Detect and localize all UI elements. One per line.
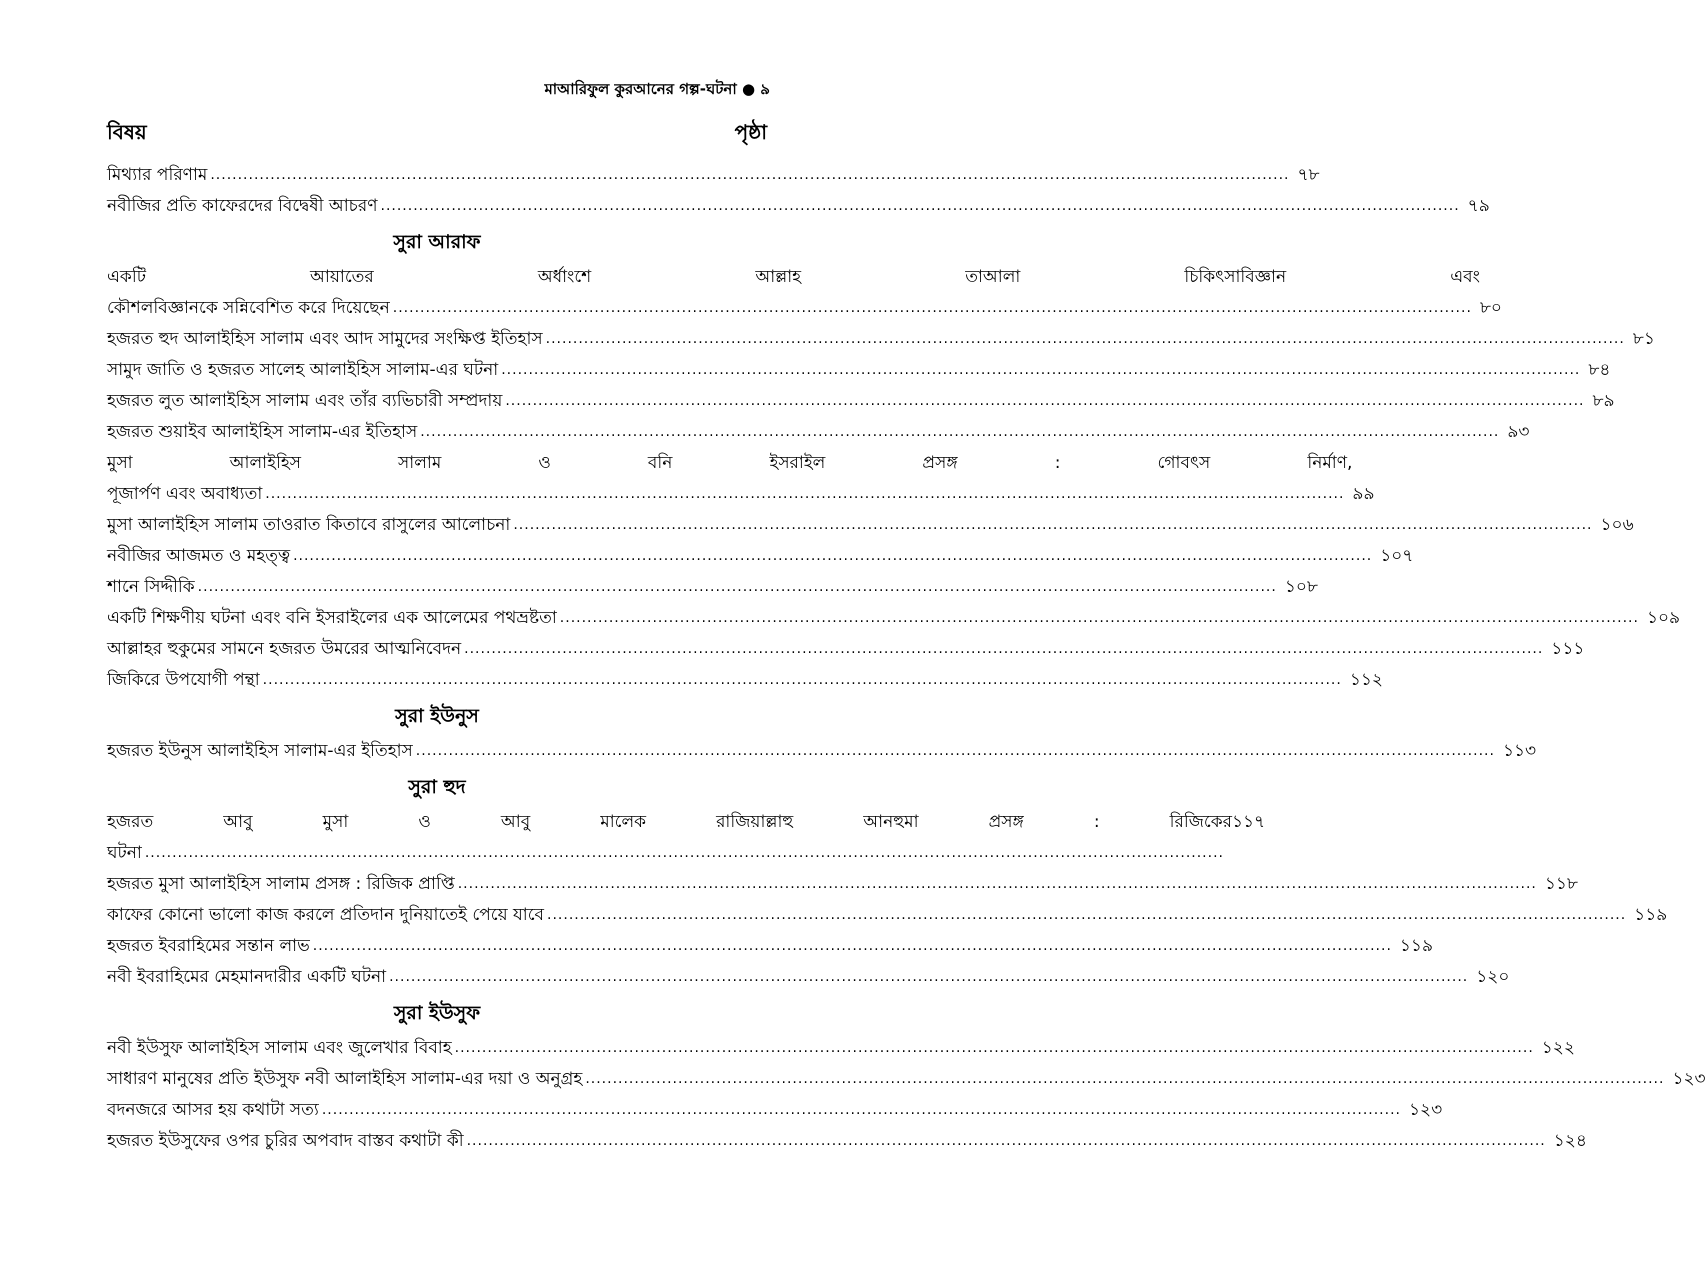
toc-entry <box>107 931 1433 962</box>
entry-title: হজরত ইউসুফের ওপর চুরির অপবাদ বাস্তব কথাটা কী <box>107 1131 464 1151</box>
dot-leader <box>505 386 1584 417</box>
entry-page-number: ১০৮ <box>1284 577 1318 597</box>
toc-entry <box>107 355 1611 386</box>
subject-heading: বিষয় <box>107 120 147 144</box>
entry-title-line2: পূজার্পণ এবং অবাধ্যতা <box>107 484 263 504</box>
entry-title: নবী ইউসুফ আলাইহিস সালাম এবং জুলেখার বিবাহ <box>107 1038 452 1058</box>
toc-entry <box>107 262 1502 324</box>
entry-title: হজরত মুসা আলাইহিস সালাম প্রসঙ্গ : রিজিক প্রাপ্তি <box>107 874 455 894</box>
dot-leader <box>313 931 1392 962</box>
entry-page-number: ১০৯ <box>1646 608 1681 628</box>
entry-page-number: ১২৪ <box>1553 1131 1587 1151</box>
entry-title-line2: কৌশলবিজ্ঞানকে সন্নিবেশিত করে দিয়েছেন <box>107 298 390 318</box>
toc-entry <box>107 869 1578 900</box>
dot-leader <box>501 355 1580 386</box>
entry-title: সামুদ জাতি ও হজরত সালেহ আলাইহিস সালাম-এর ঘটনা <box>107 360 499 380</box>
entry-title: সাধারণ মানুষের প্রতি ইউসুফ নবী আলাইহিস সালাম-এর দয়া ও অনুগ্রহ <box>107 1069 583 1089</box>
dot-leader <box>381 191 1460 222</box>
section-heading: সুরা হুদ <box>408 776 466 798</box>
entry-title: হজরত লুত আলাইহিস সালাম এবং তাঁর ব্যভিচারী সম্প্রদায় <box>107 391 503 411</box>
toc-entry <box>107 603 1681 634</box>
dot-leader <box>145 838 1224 869</box>
entry-page-number: ১১৩ <box>1502 741 1537 761</box>
toc-entry <box>107 541 1414 572</box>
toc-entry <box>107 634 1585 665</box>
entry-title-line1: মুসা আলাইহিস সালাম ও বনি ইসরাইল প্রসঙ্গ : গোবৎস নির্মাণ, <box>107 453 1353 473</box>
entry-page-number: ৭৮ <box>1297 165 1320 185</box>
entry-title: একটি শিক্ষণীয় ঘটনা এবং বনি ইসরাইলের এক আলেমের পথভ্রষ্টতা <box>107 608 557 628</box>
entry-title-line2-row <box>107 479 1352 510</box>
entry-page-number: ৭৯ <box>1467 196 1490 216</box>
entry-body <box>107 448 1352 510</box>
toc-entry <box>107 1095 1443 1126</box>
dot-leader <box>420 417 1499 448</box>
entry-page-number: ৯৯ <box>1352 484 1375 504</box>
running-head: মাআরিফুল কুরআনের গল্প-ঘটনা ● ৯ <box>544 80 770 98</box>
dot-leader <box>198 572 1277 603</box>
entry-title: হজরত ইউনুস আলাইহিস সালাম-এর ইতিহাস <box>107 741 413 761</box>
dot-leader <box>322 1095 1401 1126</box>
entry-title: আল্লাহর হুকুমের সামনে হজরত উমরের আত্মনিবেদন <box>107 639 462 659</box>
toc-entry <box>107 962 1510 993</box>
toc-entry <box>107 572 1318 603</box>
toc-entry <box>107 510 1634 541</box>
entry-page-number: ৮৯ <box>1592 391 1615 411</box>
entry-title: হজরত হুদ আলাইহিস সালাম এবং আদ সামুদের সংক্ষিপ্ত ইতিহাস <box>107 329 543 349</box>
dot-leader <box>547 900 1626 931</box>
dot-leader <box>458 869 1537 900</box>
toc-sections <box>107 224 1706 1157</box>
entry-page-number: ১০৭ <box>1380 546 1414 566</box>
section-heading: সুরা ইউসুফ <box>393 1002 481 1024</box>
entry-title: নবী ইবরাহিমের মেহমানদারীর একটি ঘটনা <box>107 967 387 987</box>
toc-entry <box>107 1064 1706 1095</box>
column-headings <box>107 118 767 148</box>
entry-page-number: ৯৩ <box>1507 422 1530 442</box>
entry-page-number: ৮৪ <box>1588 360 1611 380</box>
section-heading: সুরা আরাফ <box>393 231 481 253</box>
entry-page-number: ১১২ <box>1349 670 1383 690</box>
table-of-contents <box>107 160 1706 1157</box>
toc-entry <box>107 448 1375 510</box>
entry-body <box>107 807 1232 869</box>
toc-entry <box>107 386 1615 417</box>
toc-entry <box>107 1126 1587 1157</box>
toc-entry <box>107 191 1490 222</box>
entry-title: নবীজির প্রতি কাফেরদের বিদ্বেষী আচরণ <box>107 196 378 216</box>
entry-page-number: ১১১ <box>1551 639 1585 659</box>
dot-leader <box>560 603 1639 634</box>
entry-title: হজরত শুয়াইব আলাইহিস সালাম-এর ইতিহাস <box>107 422 418 442</box>
entry-title: বদনজরে আসর হয় কথাটা সত্য <box>107 1100 319 1120</box>
dot-leader <box>263 665 1342 696</box>
dot-leader <box>393 293 1472 324</box>
entry-page-number: ১১৮ <box>1544 874 1578 894</box>
dot-leader <box>210 160 1289 191</box>
toc-entry <box>107 417 1530 448</box>
entry-title-line1: হজরত আবু মুসা ও আবু মালেক রাজিয়াল্লাহু আনহুমা প্রসঙ্গ : রিজিকের <box>107 812 1232 832</box>
toc-entry <box>107 807 1266 869</box>
toc-entry <box>107 736 1537 767</box>
entry-body <box>107 262 1480 324</box>
entry-title-line2: ঘটনা <box>107 843 142 863</box>
toc-entry <box>107 665 1383 696</box>
dot-leader <box>265 479 1344 510</box>
entry-page-number: ৮০ <box>1479 298 1502 318</box>
entry-page-number: ১২৩ <box>1408 1100 1443 1120</box>
entry-title: কাফের কোনো ভালো কাজ করলে প্রতিদান দুনিয়াতেই পেয়ে যাবে <box>107 905 545 925</box>
entry-page-number: ১১৯ <box>1399 936 1433 956</box>
toc-entry <box>107 160 1320 191</box>
dot-leader <box>464 634 1543 665</box>
toc-entry <box>107 1033 1575 1064</box>
dot-leader <box>585 1064 1664 1095</box>
entry-title: মুসা আলাইহিস সালাম তাওরাত কিতাবে রাসুলের আলোচনা <box>107 515 511 535</box>
page-heading: পৃষ্ঠা <box>734 120 767 144</box>
dot-leader <box>467 1126 1546 1157</box>
toc-entry <box>107 900 1668 931</box>
dot-leader <box>389 962 1468 993</box>
entry-page-number: ৮১ <box>1632 329 1655 349</box>
entry-title: মিথ্যার পরিণাম <box>107 165 208 185</box>
entry-title: নবীজির আজমত ও মহত্ত্ব <box>107 546 291 566</box>
entry-page-number: ১০৬ <box>1600 515 1634 535</box>
toc-entry <box>107 324 1655 355</box>
dot-leader <box>513 510 1592 541</box>
dot-leader <box>546 324 1625 355</box>
entry-title: জিকিরে উপযোগী পন্থা <box>107 670 260 690</box>
entry-page-number: ১২৩ <box>1672 1069 1706 1089</box>
entry-title-line1: একটি আয়াতের অর্ধাংশে আল্লাহ তাআলা চিকিৎসাবিজ্ঞান এবং <box>107 267 1480 287</box>
dot-leader <box>293 541 1372 572</box>
dot-leader <box>455 1033 1534 1064</box>
entry-title: শানে সিদ্দীকি <box>107 577 195 597</box>
entry-title: হজরত ইবরাহিমের সন্তান লাভ <box>107 936 310 956</box>
dot-leader <box>416 736 1495 767</box>
entry-page-number: ১২০ <box>1476 967 1510 987</box>
entry-title-line2-row <box>107 293 1480 324</box>
entry-page-number: ১১৯ <box>1634 905 1668 925</box>
entry-page-number: ১১৭ <box>1231 812 1266 832</box>
entry-page-number: ১২২ <box>1541 1038 1575 1058</box>
section-heading: সুরা ইউনুস <box>395 705 479 727</box>
entry-title-line2-row <box>107 838 1232 869</box>
